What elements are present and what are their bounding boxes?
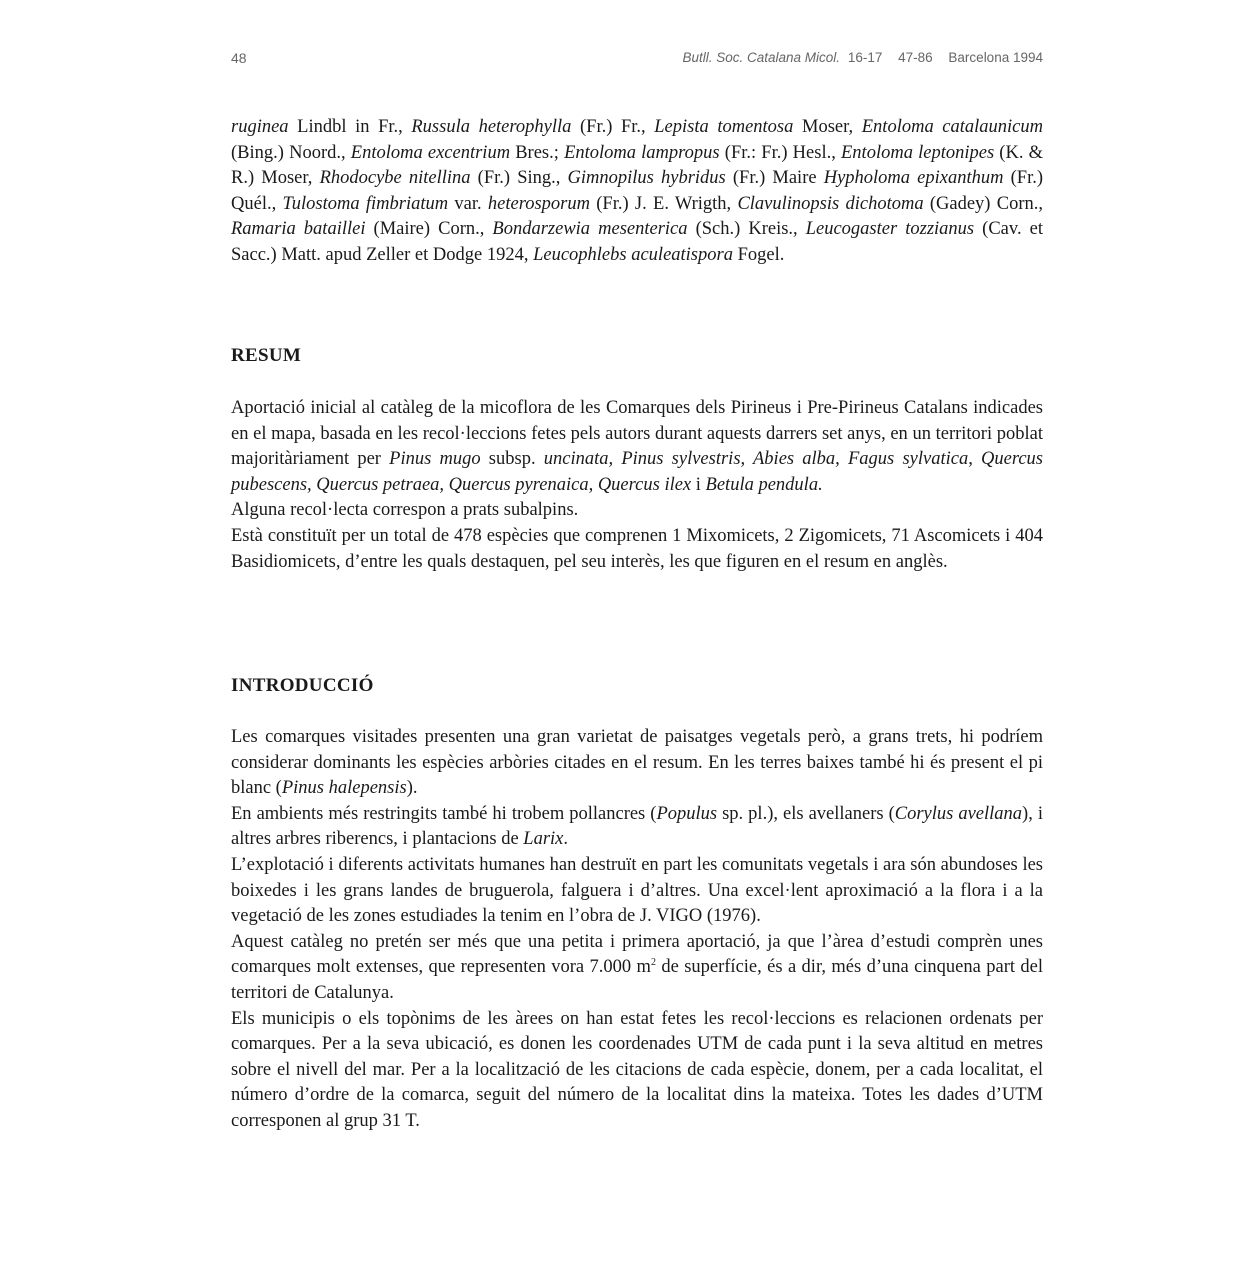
italic-run: Leucophlebs aculeatispora: [533, 244, 733, 265]
journal-place-year: Barcelona 1994: [948, 50, 1043, 65]
text-run: (Fr.) Quél.,: [231, 168, 1044, 214]
italic-run: Entoloma catalaunicum: [861, 117, 1043, 137]
text-run: Aportació inicial al catàleg de la micoflora de les Comarques dels Pirineus i Pre-Pirineus Catalans indicades en el mapa, basada en les recol·leccions fetes pels autors durant aquests darrers set anys, en un territori poblat majoritàriament per: [231, 398, 1043, 470]
italic-run: Ramaria bataillei: [231, 219, 366, 240]
page-number: 48: [231, 50, 247, 66]
running-header: [231, 50, 1043, 72]
italic-run: Entoloma leptonipes: [841, 142, 995, 163]
italic-run: Pinus mugo: [389, 449, 481, 470]
italic-run: heterosporum: [487, 193, 590, 214]
italic-run: Bondarzewia mesenterica: [492, 219, 688, 240]
text-run: ).: [406, 778, 418, 799]
paragraph: [231, 930, 1043, 1007]
continuation-paragraph: [231, 115, 1043, 269]
text-run: Alguna recol·lecta correspon a prats subalpins.: [231, 500, 579, 521]
text-run: Moser,: [793, 117, 862, 137]
text-run: (K. & R.) Moser,: [231, 142, 1043, 189]
text-run: (Fr.) J. E. Wrigth,: [590, 193, 738, 214]
text-run: (Fr.) Maire: [725, 168, 824, 189]
paragraph: [231, 853, 1043, 930]
resum-body: [231, 396, 1043, 575]
journal-name: Butll. Soc. Catalana Micol.: [682, 50, 841, 65]
resum-heading: RESUM: [231, 345, 302, 366]
italic-run: Entoloma lampropus: [564, 142, 720, 163]
text-run: Els municipis o els topònims de les àrees on han estat fetes les recol·leccions es relacionen ordenats per comarques. Per a la seva ubicació, es donen les coordenades UTM de cada punt i la seva altitud en metres sobre el nivell del mar. Per a la localització de les citacions de cada espècie, donem, per a cada localitat, el número d’ordre de la comarca, seguit del número de la localitat dins la mateixa. Totes les dades d’UTM corresponen al grup 31 T.: [231, 1008, 1043, 1131]
italic-run: Larix: [523, 829, 564, 850]
text-run: Està constituït per un total de 478 espècies que comprenen 1 Mixomicets, 2 Zigomicets, 71 Ascomicets i 404 Basidiomicets, d’entre les quals destaquen, pel seu interès, les que figuren en el resum en anglès.: [231, 525, 1043, 572]
text-run: L’explotació i diferents activitats humanes han destruït en part les comunitats vegetals i ara són abundoses les boixedes i les grans landes de bruguerola, falguera i d’altres. Una excel·lent aproximació a la flora i a la vegetació de les zones estudiades la tenim en l’obra de J. VIGO (1976).: [231, 854, 1043, 927]
italic-run: Clavulinopsis dichotoma: [737, 193, 924, 214]
text-run: Aquest catàleg no pretén ser més que una petita i primera aportació, ja que l’àrea d’estudi comprèn unes comarques molt extenses, que representen vora 7.000 m: [231, 931, 1043, 978]
text-run: .: [563, 829, 568, 850]
text-run: Les comarques visitades presenten una gran varietat de paisatges vegetals però, a grans trets, hi podríem considerar dominants les espècies arbòries citades en el resum. En les terres baixes també hi és present el pi blanc (: [231, 727, 1043, 799]
text-run: i: [691, 474, 706, 495]
text-run: (Fr.) Sing.,: [470, 168, 568, 189]
italic-run: Betula pendula.: [705, 474, 823, 495]
introduccio-body: [231, 725, 1043, 1135]
italic-run: Entoloma excentrium: [350, 142, 511, 163]
text-run: (Fr.) Fr.,: [571, 117, 655, 137]
journal-pages: 47-86: [898, 50, 933, 65]
italic-run: uncinata, Pinus sylvestris, Abies alba, Fagus sylvatica, Quercus pubescens, Quercus petraea, Quercus pyrenaica, Quercus ilex: [231, 449, 1044, 495]
text-run: ), i altres arbres riberencs, i plantacions de: [231, 803, 1043, 850]
introduccio-heading: INTRODUCCIÓ: [231, 675, 374, 696]
text-run: var.: [448, 193, 488, 214]
text-run: de superfície, és a dir, més d’una cinquena part del territori de Catalunya.: [231, 957, 1043, 1003]
text-run: sp. pl.), els avellaners (: [717, 803, 895, 824]
italic-run: Rhodocybe nitellina: [319, 168, 471, 189]
text-run: Bres.;: [510, 142, 565, 163]
text-run: Fogel.: [732, 244, 785, 265]
superscript: 2: [650, 957, 656, 969]
italic-run: Hypholoma epixanthum: [823, 168, 1004, 189]
text-run: (Bing.) Noord.,: [231, 142, 351, 163]
paragraph: [231, 524, 1043, 575]
paragraph: [231, 1007, 1043, 1135]
paragraph: [231, 498, 1043, 524]
italic-run: Lepista tomentosa: [654, 117, 794, 137]
text-run: subsp.: [480, 449, 544, 470]
paragraph: [231, 802, 1043, 853]
text-run: En ambients més restringits també hi trobem pollancres (: [231, 803, 657, 824]
text-run: (Gadey) Corn.,: [923, 193, 1043, 214]
text-run: (Sch.) Kreis.,: [687, 219, 806, 240]
italic-run: Populus: [656, 803, 718, 824]
journal-citation: [682, 50, 1043, 65]
text-run: Lindbl in Fr.,: [288, 117, 412, 137]
text-run: (Cav. et Sacc.) Matt. apud Zeller et Dodge 1924,: [231, 219, 1043, 265]
paragraph: [231, 396, 1043, 498]
italic-run: Leucogaster tozzianus: [805, 219, 975, 240]
italic-run: Gimnopilus hybridus: [567, 168, 726, 189]
text-run: (Fr.: Fr.) Hesl.,: [719, 142, 841, 163]
italic-run: Tulostoma fimbriatum: [282, 193, 449, 214]
italic-run: Russula heterophylla: [411, 117, 572, 137]
italic-run: Corylus avellana: [894, 803, 1023, 824]
italic-run: Pinus halepensis: [281, 778, 407, 799]
journal-volume: 16-17: [847, 50, 883, 65]
continuation-section: [231, 115, 1043, 269]
italic-run: ruginea: [231, 117, 289, 137]
text-run: (Maire) Corn.,: [365, 219, 493, 240]
paragraph: [231, 725, 1043, 802]
